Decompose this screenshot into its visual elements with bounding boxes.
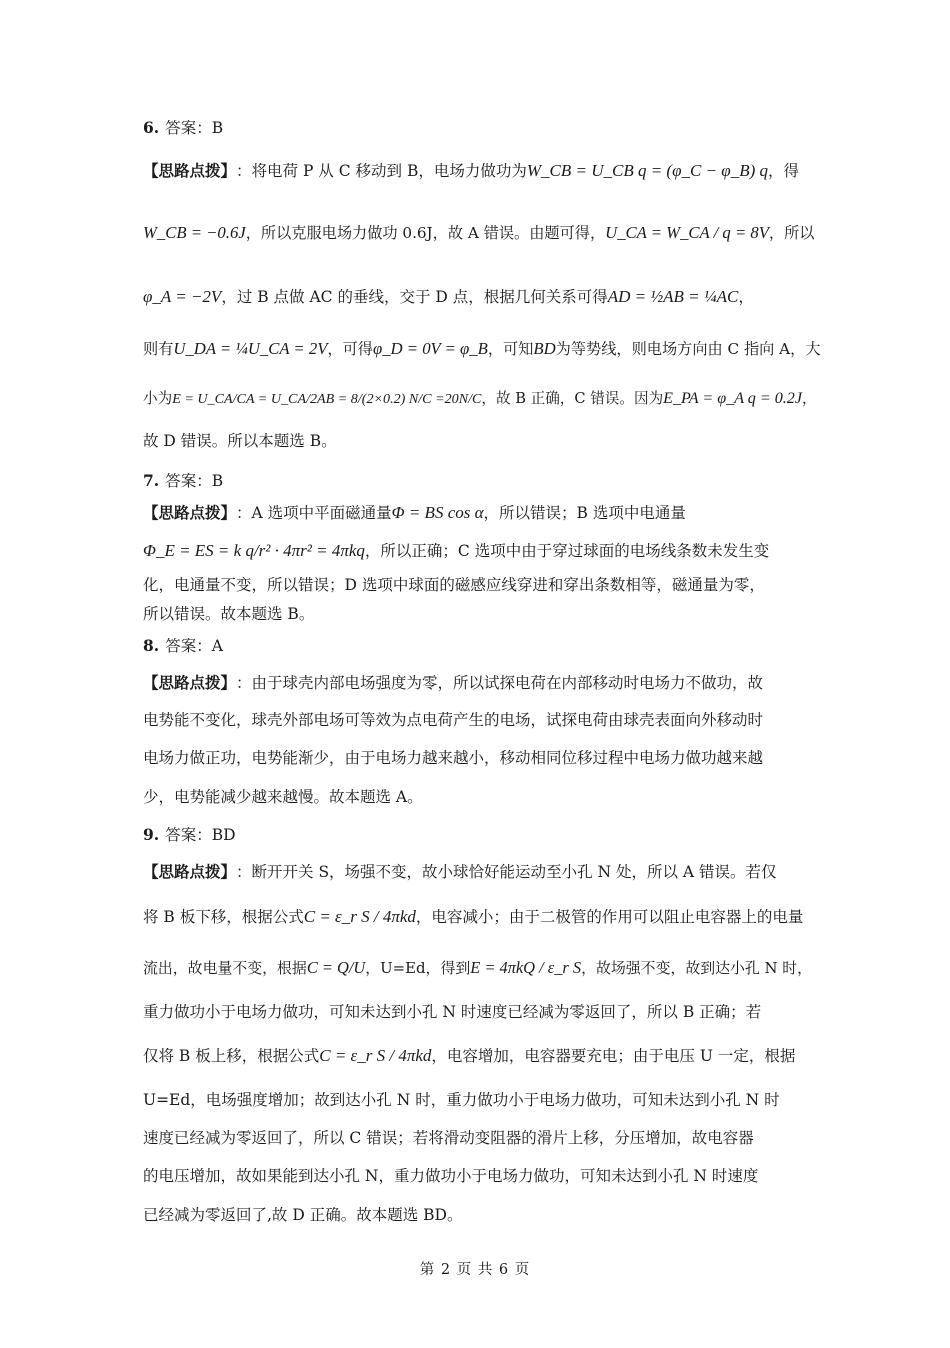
- q8-answer: 答案：A: [165, 637, 223, 655]
- q9-header: [143, 822, 818, 848]
- q6-answer: 答案：B: [165, 119, 224, 137]
- q6-text: ，得: [768, 162, 800, 180]
- q6-formula: W_CB = U_CB q = (φ_C − φ_B) q: [526, 161, 768, 180]
- q8-text: 电势能不变化，球壳外部电场可等效为点电荷产生的电场，试探电荷由球壳表面向外移动时: [143, 711, 764, 729]
- q7-formula: Φ_E = ES = k q/r² · 4πr² = 4πkq: [143, 541, 365, 560]
- q7-text: ：A 选项中平面磁通量: [236, 504, 392, 522]
- q6-line-3: [143, 284, 818, 310]
- q6-formula: φ_A = −2V: [143, 287, 222, 306]
- q9-text: 已经减为零返回了,故 D 正确。故本题选 BD。: [143, 1206, 463, 1224]
- q7-formula: Φ = BS cos α: [391, 503, 484, 522]
- q9-formula: C = ε_r S / 4πkd: [319, 1046, 432, 1065]
- q9-tag: 【思路点拨】: [143, 862, 237, 881]
- q9-line-8: [143, 1163, 818, 1189]
- q6-text: ：将电荷 P 从 C 移动到 B，电场力做功为: [236, 162, 527, 180]
- q9-answer: 答案：BD: [165, 826, 236, 844]
- q6-text: 为等势线，则电场方向由 C 指向 A，大: [555, 340, 821, 358]
- q9-text: U=Ed，电场强度增加；故到达小孔 N 时，重力做功小于电场力做功，可知未达到小孔 N 时: [143, 1091, 780, 1109]
- q8-header: [143, 633, 818, 659]
- q6-text: 小为: [143, 390, 173, 407]
- q6-text: ，可知: [487, 340, 534, 358]
- q7-tag: 【思路点拨】: [143, 503, 237, 522]
- q7-line-4: [143, 601, 818, 627]
- page-footer: 第 2 页 共 6 页: [419, 1262, 531, 1278]
- q8-line-4: [143, 784, 818, 810]
- q7-text: 化，电通量不变，所以错误；D 选项中球面的磁感应线穿进和穿出条数相等，磁通量为零，: [143, 576, 765, 594]
- q9-text: 速度已经减为零返回了，所以 C 错误；若将滑动变阻器的滑片上移，分压增加，故电容器: [143, 1129, 754, 1147]
- q9-number: 9.: [143, 825, 160, 844]
- q9-text: 重力做功小于电场力做功，可知未达到小孔 N 时速度已经减为零返回了，所以 B 正确；若: [143, 1003, 762, 1021]
- q8-line-2: [143, 707, 818, 733]
- q6-text: ，故 B 正确，C 错误。因为: [481, 390, 664, 407]
- q7-number: 7.: [143, 471, 160, 490]
- q9-text: ，故场强不变，故到达小孔 N 时，: [581, 959, 813, 977]
- q7-text: ，所以错误；B 选项中电通量: [483, 504, 686, 522]
- q6-text: 则有: [143, 340, 174, 358]
- q6-text: ，: [738, 288, 754, 306]
- q9-line-4: [143, 999, 818, 1025]
- q6-text: ，: [801, 390, 817, 407]
- q6-formula: E_PA = φ_A q = 0.2J: [663, 390, 802, 407]
- q7-text: ，所以正确；C 选项中由于穿过球面的电场线条数未发生变: [364, 542, 770, 560]
- q9-text: 流出，故电量不变，根据: [143, 959, 307, 977]
- q8-line-3: [143, 745, 818, 771]
- q8-text: ：由于球壳内部电场强度为零，所以试探电荷在内部移动时电场力不做功，故: [236, 674, 764, 692]
- q9-line-5: [143, 1043, 818, 1069]
- q6-text: ，所以: [768, 224, 815, 242]
- q6-header: [143, 115, 818, 141]
- q6-line-2: [143, 220, 818, 246]
- q8-text: 少，电势能减少越来越慢。故本题选 A。: [143, 788, 423, 806]
- q6-text: 故 D 错误。所以本题选 B。: [143, 432, 337, 450]
- q6-formula: W_CB = −0.6J: [143, 223, 246, 242]
- q6-text: ，可得: [327, 340, 373, 358]
- q9-text: ，电容增加，电容器要充电；由于电压 U 一定，根据: [431, 1047, 796, 1065]
- q6-tag: 【思路点拨】: [143, 161, 237, 180]
- q9-text: 仅将 B 板上移，根据公式: [143, 1047, 320, 1065]
- q9-text: 将 B 板下移，根据公式: [143, 908, 304, 926]
- q6-formula: BD: [533, 339, 556, 358]
- q9-line-3: [143, 955, 818, 981]
- q9-line-2: [143, 904, 818, 930]
- q6-formula: AD = ½AB = ¼AC: [607, 287, 739, 306]
- q9-formula: C = Q/U: [306, 958, 366, 977]
- q6-line-6: [143, 428, 818, 454]
- q7-header: [143, 468, 818, 494]
- q9-text: ，U=Ed，得到: [365, 959, 471, 977]
- q8-tag: 【思路点拨】: [143, 673, 237, 692]
- q8-number: 8.: [143, 636, 160, 655]
- q7-text: 所以错误。故本题选 B。: [143, 605, 315, 623]
- q9-text: ，电容减小；由于二极管的作用可以阻止电容器上的电量: [415, 908, 804, 926]
- q8-line-1: [143, 670, 818, 696]
- q6-line-1: [143, 158, 818, 184]
- q9-line-9: [143, 1202, 818, 1228]
- q9-text: 的电压增加，故如果能到达小孔 N，重力做功小于电场力做功，可知未达到小孔 N 时速度: [143, 1167, 759, 1185]
- q9-formula: C = ε_r S / 4πkd: [303, 907, 416, 926]
- q6-line-5: [143, 386, 818, 412]
- q9-line-1: [143, 859, 818, 885]
- q9-text: ：断开开关 S，场强不变，故小球恰好能运动至小孔 N 处，所以 A 错误。若仅: [236, 863, 777, 881]
- q9-formula: E = 4πkQ / ε_r S: [470, 958, 582, 977]
- q7-line-3: [143, 572, 818, 598]
- q7-line-2: [143, 538, 818, 564]
- q7-answer: 答案：B: [165, 472, 224, 490]
- q6-formula: E = U_CA/CA = U_CA/2AB = 8/(2×0.2) N/C =20N/C: [172, 391, 482, 407]
- q6-text: ，过 B 点做 AC 的垂线，交于 D 点，根据几何关系可得: [221, 288, 608, 306]
- q6-line-4: [143, 336, 821, 362]
- q6-number: 6.: [143, 118, 160, 137]
- q6-formula: φ_D = 0V = φ_B: [372, 339, 488, 358]
- q8-text: 电场力做正功，电势能渐少，由于电场力越来越小，移动相同位移过程中电场力做功越来越: [143, 749, 764, 767]
- q9-line-7: [143, 1125, 818, 1151]
- q6-text: ，所以克服电场力做功 0.6J，故 A 错误。由题可得，: [245, 224, 606, 242]
- q6-formula: U_CA = W_CA / q = 8V: [605, 223, 769, 242]
- q7-line-1: [143, 500, 818, 526]
- q9-line-6: [143, 1087, 818, 1113]
- q6-formula: U_DA = ¼U_CA = 2V: [173, 339, 328, 358]
